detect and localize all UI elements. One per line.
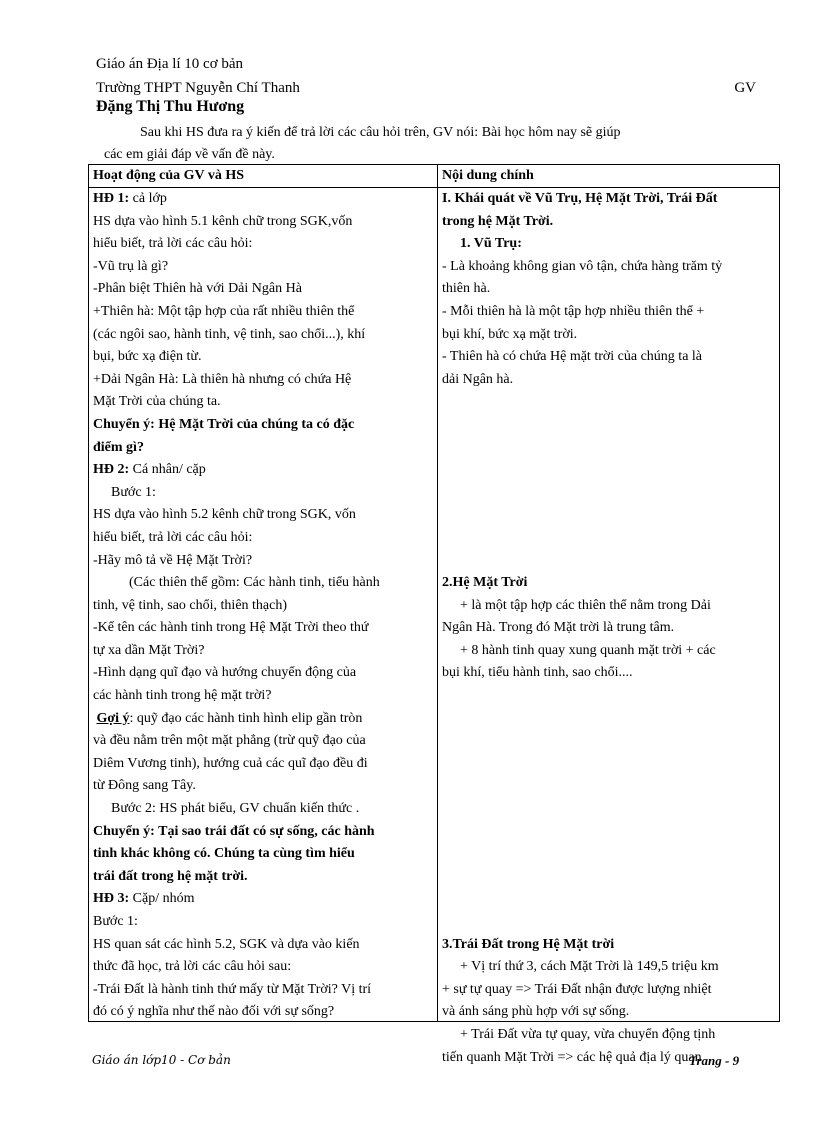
step-1-label: Bước 1: (111, 484, 156, 500)
text-line: HS quan sát các hình 5.2, SGK và dựa vào kiến (93, 936, 360, 952)
text-line: đó có ý nghĩa như thế nào đối với sự sống? (93, 1004, 335, 1020)
text-line: +Thiên hà: Một tập hợp của rất nhiều thiên thể (93, 303, 355, 319)
col-header-content: Nội dung chính (438, 165, 780, 188)
header-line-1: Giáo án Địa lí 10 cơ bản (96, 56, 244, 72)
text-line: và đều nằm trên một mặt phẳng (trừ quỹ đạo của (93, 733, 366, 749)
step-1-label: Bước 1: (93, 914, 138, 929)
text-line: Ngân Hà. Trong đó Mặt trời là trung tâm. (442, 620, 675, 636)
teacher-name: Đặng Thị Thu Hương (96, 98, 245, 115)
school-name: Trường THPT Nguyễn Chí Thanh (96, 80, 300, 96)
intro-line-1: Sau khi HS đưa ra ý kiến để trả lời các câu hỏi trên, GV nói: Bài học hôm nay sẽ giúp (140, 125, 621, 140)
hd3-line: HĐ 3: Cặp/ nhóm (93, 891, 195, 907)
text-line: + là một tập hợp các thiên thể nằm trong Dải (460, 597, 711, 613)
text-line: -Hình dạng quĩ đạo và hướng chuyển động của (93, 665, 357, 681)
left-cell (89, 188, 438, 1022)
text-line: - Mỗi thiên hà là một tập hợp nhiều thiên thể + (442, 303, 705, 319)
text-line: (các ngôi sao, hành tinh, vệ tinh, sao chổi...), khí (93, 326, 366, 342)
text-line: -Phân biệt Thiên hà với Dải Ngân Hà (93, 281, 302, 297)
text-line: tự xa dần Mặt Trời? (93, 642, 205, 658)
text-line: thiên hà. (442, 281, 491, 297)
text-line: (Các thiên thể gồm: Các hành tinh, tiểu hành (129, 575, 380, 591)
section-1-title: I. Khái quát về Vũ Trụ, Hệ Mặt Trời, Trái Đất (442, 191, 718, 206)
text-line: các hành tinh trong hệ mặt trời? (93, 688, 272, 704)
intro-paragraph (104, 122, 760, 166)
text-line: và ánh sáng phù hợp với sự sống. (442, 1004, 630, 1020)
text-line: thức đã học, trả lời các câu hỏi sau: (93, 959, 292, 975)
text-line: + Trái Đất vừa tự quay, vừa chuyển động tịnh (460, 1026, 716, 1042)
text-line: -Trái Đất là hành tinh thứ mấy từ Mặt Trời? Vị trí (93, 981, 372, 997)
text-line: tiến quanh Mặt Trời => các hệ quả địa lý quan (442, 1049, 702, 1065)
text-line: -Hãy mô tả về Hệ Mặt Trời? (93, 552, 253, 568)
table-body-row (89, 188, 780, 1022)
transition-2-line-3: trái đất trong hệ mặt trời. (93, 868, 248, 884)
text-line: bụi, bức xạ điện từ. (93, 349, 202, 365)
text-line: từ Đông sang Tây. (93, 778, 196, 794)
hd2-line: HĐ 2: Cá nhân/ cặp (93, 462, 206, 478)
text-line: + sự tự quay => Trái Đất nhận được lượng nhiệt (442, 981, 712, 997)
section-3-title: 3.Trái Đất trong Hệ Mặt trời (442, 936, 615, 952)
hint-line: Gợi ý: quỹ đạo các hành tinh hình elip gần tròn (96, 710, 363, 726)
gv-label: GV (734, 80, 756, 96)
transition-2-line-2: tinh khác không có. Chúng ta cùng tìm hiểu (93, 846, 355, 862)
transition-1: Chuyển ý: Hệ Mặt Trời của chúng ta có đặc (93, 416, 355, 432)
text-line: bụi khí, tiểu hành tinh, sao chổi.... (442, 665, 633, 681)
text-line: dải Ngân hà. (442, 371, 514, 387)
step-2-line: Bước 2: HS phát biểu, GV chuẩn kiến thức . (111, 801, 360, 817)
text-line: -Vũ trụ là gì? (93, 258, 169, 274)
table-header-row (89, 165, 780, 188)
col-header-activities: Hoạt động của GV và HS (89, 165, 438, 188)
text-line: bụi khí, bức xạ mặt trời. (442, 326, 578, 342)
text-line: hiểu biết, trả lời các câu hỏi: (93, 236, 253, 252)
text-line: + 8 hành tinh quay xung quanh mặt trời + các (460, 642, 716, 658)
text-line: + Vị trí thứ 3, cách Mặt Trời là 149,5 triệu km (460, 959, 719, 975)
transition-1-line-2: điểm gì? (93, 439, 144, 455)
hd1-line: HĐ 1: cả lớp (93, 191, 167, 206)
footer-page-number: Trang - 9 (689, 1053, 740, 1068)
section-2-title: 2.Hệ Mặt Trời (442, 575, 528, 591)
text-line: hiểu biết, trả lời các câu hỏi: (93, 529, 253, 545)
text-line: - Là khoảng không gian vô tận, chứa hàng trăm tỷ (442, 258, 723, 274)
header-line-2 (96, 79, 756, 97)
subsection-universe: 1. Vũ Trụ: (460, 236, 522, 252)
section-1-title-line-2: trong hệ Mặt Trời. (442, 213, 554, 229)
text-line: HS dựa vào hình 5.1 kênh chữ trong SGK,vốn (93, 213, 353, 229)
text-line: +Dải Ngân Hà: Là thiên hà nhưng có chứa Hệ (93, 371, 352, 387)
text-line: Mặt Trời của chúng ta. (93, 394, 221, 410)
text-line: tinh, vệ tinh, sao chổi, thiên thạch) (93, 597, 288, 613)
footer-course: Giáo án lớp10 - Cơ bản (92, 1053, 231, 1067)
text-line: - Thiên hà có chứa Hệ mặt trời của chúng ta là (442, 349, 703, 365)
text-line: Diêm Vương tinh), hướng cuả các quĩ đạo đều đi (93, 755, 368, 771)
text-line: -Kể tên các hành tinh trong Hệ Mặt Trời theo thứ (93, 620, 369, 636)
text-line: HS dựa vào hình 5.2 kênh chữ trong SGK, vốn (93, 507, 356, 523)
intro-line-2: các em giải đáp về vấn đề này. (104, 147, 275, 162)
transition-2: Chuyển ý: Tại sao trái đất có sự sống, các hành (93, 823, 375, 839)
